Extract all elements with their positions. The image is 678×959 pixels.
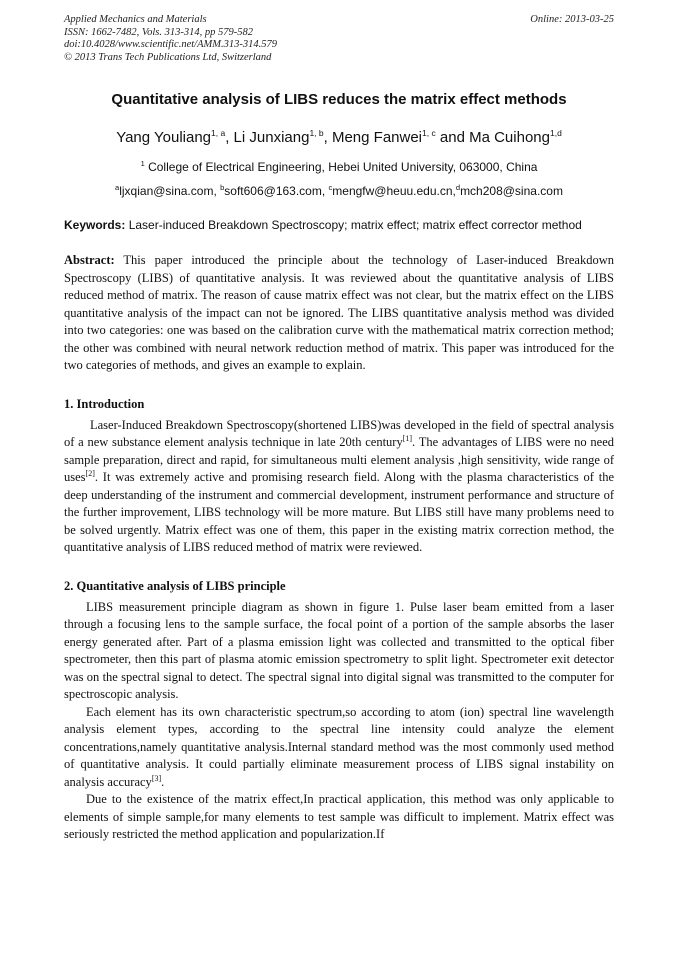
citation[interactable]: [3] [151, 773, 162, 783]
author-list [64, 129, 614, 146]
email[interactable]: $^c$mengfw@heuu.edu.cn, [328, 183, 456, 198]
abstract-label: Abstract: [64, 253, 115, 267]
keywords-label: Keywords: [64, 218, 126, 232]
paper-title: Quantitative analysis of LIBS reduces the matrix effect methods [111, 91, 567, 108]
doi-line: doi:10.4028/www.scientific.net/AMM.313-314.579 [64, 39, 277, 50]
body-paragraph: LIBS measurement principle diagram as shown in figure 1. Pulse laser beam emitted from a laser through a focusing lens to the sample surface, the focal point of a portion of the sample absorbs the laser energy generated after. Part of a plasma emission light was collected and transmitted to the optical fiber spectrometer, then this part of plasma atomic emission spectrometry to split light. Spectrometer exit detector was on the spectral signal to detect. The spectral signal into digital signal was transmitted to the computer for spectroscopic analysis. [64, 599, 614, 701]
author-emails [64, 184, 614, 198]
body-paragraph: Due to the existence of the matrix effect,In practical application, this method was only applicable to elements of simple sample,for many elements to test sample was difficult to implement. Matrix effect was seriously restricted the method application and popularization.If [64, 792, 614, 841]
affiliation-text: College of Electrical Engineering, Hebei United University, 063000, China [148, 160, 538, 174]
body-paragraph: Each element has its own characteristic spectrum,so according to atom (ion) spectral line wavelength analysis element types, according to the spectral line intensity could analyze the element concentrations,namely quantitative analysis.Internal standard method was the most commonly used method of quantitative analysis. It could partially eliminate measurement process of LIBS signal instability on analysis accuracy[3]. [64, 704, 614, 789]
copyright-line: © 2013 Trans Tech Publications Ltd, Switzerland [64, 51, 272, 63]
affiliation-marker: 1 [140, 159, 145, 168]
keywords [64, 218, 614, 232]
abstract [64, 252, 614, 375]
journal-name: Applied Mechanics and Materials [64, 14, 207, 25]
author: Ma Cuihong$^{1,d}$ [469, 128, 562, 146]
citation[interactable]: [1] [402, 433, 413, 443]
email[interactable]: $^d$mch208@sina.com [455, 183, 563, 198]
author: Yang Youliang$^{1, a}$, [116, 128, 234, 146]
author: Li Junxiang$^{1, b}$, [233, 128, 332, 146]
journal-header [64, 14, 614, 64]
author: Meng Fanwei$^{1, c}$ and [331, 128, 470, 146]
issn-line: ISSN: 1662-7482, Vols. 313-314, pp 579-582 [64, 26, 253, 38]
email[interactable]: $^b$soft606@163.com, [220, 183, 329, 198]
keywords-text: Laser-induced Breakdown Spectroscopy; matrix effect; matrix effect corrector method [125, 218, 582, 232]
section-heading-introduction: 1. Introduction [64, 396, 145, 411]
online-date: Online: 2013-03-25 [530, 14, 614, 25]
abstract-text: This paper introduced the principle about the technology of Laser-induced Breakdown Spectroscopy (LIBS) of quantitative analysis. It was reviewed about the quantitative analysis of LIBS reduced method of matrix. The reason of cause matrix effect was not clear, but the matrix effect on the LIBS quantitative analysis of the impact can not be ignored. The LIBS quantitative analysis method was divided into two categories: one was based on the calibration curve with the mathematical matrix correction method; the other was combined with neural network reduction method of matrix. This paper was introduced for the two categories of methods, and gives an example to explain. [64, 253, 614, 372]
body-paragraph: Laser-Induced Breakdown Spectroscopy(shortened LIBS)was developed in the field of spectral analysis of a new substance element analysis technique in late 20th century[1]. The advantages of LIBS were no need sample preparation, direct and rapid, for simultaneous multi element analysis ,high sensitivity, wide range of uses[2]. It was extremely active and promising research field. Along with the plasma characteristics of the deep understanding of the instrument and commercial development, instrument performance and structure of the further improvement, LIBS technology will be more mature. But LIBS still have many problems need to be solved urgently. Matrix effect was one of them, this paper in the existing matrix correction method, the quantitative analysis of LIBS reduced method of matrix were reviewed. [64, 417, 614, 554]
citation[interactable]: [2] [85, 468, 95, 478]
affiliation [64, 160, 614, 174]
email[interactable]: $^a$ljxqian@sina.com, [115, 183, 221, 198]
section-heading-principle: 2. Quantitative analysis of LIBS principle [64, 578, 286, 593]
